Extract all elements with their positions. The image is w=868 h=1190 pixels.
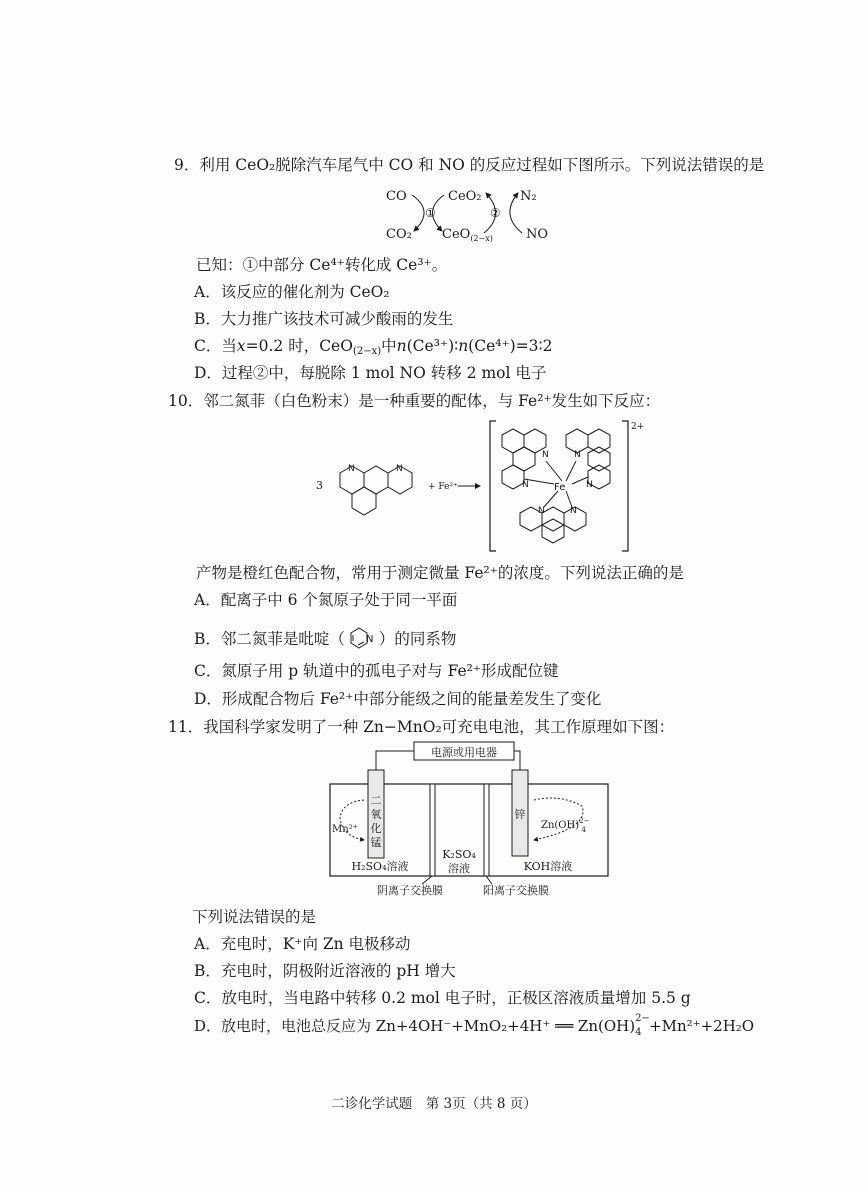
zn-oh-label: Zn(OH)$^{2-}$ 4 — [541, 817, 590, 834]
right-solution-label: KOH溶液 — [523, 860, 573, 873]
wire-left — [376, 751, 414, 770]
anion-membrane-label: 阴离子交换膜 — [377, 884, 443, 897]
q9-option-a: A．该反应的催化剂为 CeO₂ — [194, 283, 390, 301]
right-cycle-arrow — [534, 798, 583, 840]
mn-ion-label: Mn²⁺ — [332, 824, 358, 835]
q9-option-b: B．大力推广该技术可减少酸雨的发生 — [194, 310, 454, 328]
complex-n-2: N — [574, 450, 581, 460]
q11-option-d: D．放电时，电池总反应为 Zn+4OH⁻+MnO₂+4H⁺ ══ Zn(OH) 2− 4 +Mn²⁺+2H₂O — [194, 1013, 755, 1038]
wire-right — [514, 751, 520, 770]
q11-option-a: A．充电时，K⁺向 Zn 电极移动 — [194, 935, 411, 953]
q10-option-b: B．邻二氮菲是吡啶（ N ）的同系物 — [194, 624, 456, 652]
complex-fe-center: Fe — [554, 482, 566, 493]
q10-option-c: C．氮原子用 p 轨道中的孤电子对与 Fe²⁺形成配位键 — [194, 662, 559, 680]
q9-n2-label: N₂ — [520, 189, 537, 204]
q9-option-d: D．过程②中，每脱除 1 mol NO 转移 2 mol 电子 — [194, 364, 547, 382]
anion-exchange-membrane — [430, 784, 435, 876]
left-solution-label: H₂SO₄溶液 — [351, 860, 409, 873]
complex-n-6: N — [570, 506, 577, 516]
mno2-electrode-char-4: 锰 — [370, 836, 382, 849]
q9-co-label: CO — [386, 189, 407, 204]
q11-option-b: B．充电时，阴极附近溶液的 pH 增大 — [194, 962, 456, 980]
q9-ceo2-label: CeO₂ — [448, 189, 482, 204]
ligand-n-right: N — [396, 464, 403, 474]
svg-text:N: N — [365, 634, 374, 645]
ligand-n-left: N — [348, 464, 355, 474]
middle-solution-label-1: K₂SO₄ — [442, 848, 476, 861]
q9-no-label: NO — [526, 227, 549, 242]
left-bracket — [490, 421, 496, 551]
q9-stem: 9．利用 CeO₂脱除汽车尾气中 CO 和 NO 的反应过程如下图所示。下列说法错误的是 — [174, 156, 765, 174]
pyridine-structure — [345, 624, 379, 652]
mno2-electrode-char-2: 氧 — [370, 808, 382, 821]
right-bracket — [622, 421, 628, 551]
q11-prompt: 下列说法错误的是 — [192, 908, 317, 926]
complex-n-1: N — [542, 450, 549, 460]
q10-coefficient: 3 — [316, 479, 323, 492]
q11-option-c: C．放电时，当电路中转移 0.2 mol 电子时，正极区溶液质量增加 5.5 g — [194, 989, 691, 1007]
mno2-electrode-char-3: 化 — [370, 822, 382, 835]
mno2-electrode-char-1: 二 — [370, 794, 382, 807]
q9-co2-label: CO₂ — [386, 227, 412, 242]
complex-n-5: N — [538, 506, 545, 516]
cation-membrane-label: 阳离子交换膜 — [483, 884, 549, 897]
q10-option-a: A．配离子中 6 个氮原子处于同一平面 — [194, 591, 458, 609]
q9-option-c: C．当x=0.2 时，CeO$_{(2-x)}$中n(Ce³⁺)∶n(Ce⁴⁺)=3∶2 — [194, 337, 553, 357]
q10-reaction-diagram — [310, 415, 650, 557]
middle-solution-label-2: 溶液 — [448, 862, 470, 875]
complex-n-3: N — [522, 480, 529, 490]
q9-reaction-diagram — [380, 183, 560, 245]
power-source-label: 电源或用电器 — [431, 746, 497, 759]
q11-stem: 11．我国科学家发明了一种 Zn−MnO₂可充电电池，其工作原理如下图： — [168, 718, 675, 736]
zn-electrode-label: 锌 — [514, 808, 526, 821]
page-footer: 二诊化学试题 第 3页（共 8 页） — [331, 1096, 537, 1112]
q10-option-d: D．形成配合物后 Fe²⁺中部分能级之间的能量差发生了变化 — [194, 690, 602, 708]
q9-ceo2x-label: CeO$_{(2-x)}$ — [442, 227, 493, 243]
q9-note: 已知：①中部分 Ce⁴⁺转化成 Ce³⁺。 — [196, 256, 448, 274]
complex-charge: 2+ — [631, 422, 645, 432]
q9-step2-label: ② — [490, 206, 501, 220]
q11-battery-diagram — [324, 740, 614, 898]
cation-exchange-membrane — [484, 784, 489, 876]
q10-stem: 10．邻二氮菲（白色粉末）是一种重要的配体，与 Fe²⁺发生如下反应： — [168, 392, 661, 410]
q10-plus-fe: + Fe²⁺ — [428, 482, 458, 492]
q9-arrow-co — [412, 195, 424, 231]
q10-description: 产物是橙红色配合物，常用于测定微量 Fe²⁺的浓度。下列说法正确的是 — [196, 564, 684, 582]
q9-step1-label: ① — [425, 206, 436, 220]
complex-n-4: N — [586, 480, 593, 490]
